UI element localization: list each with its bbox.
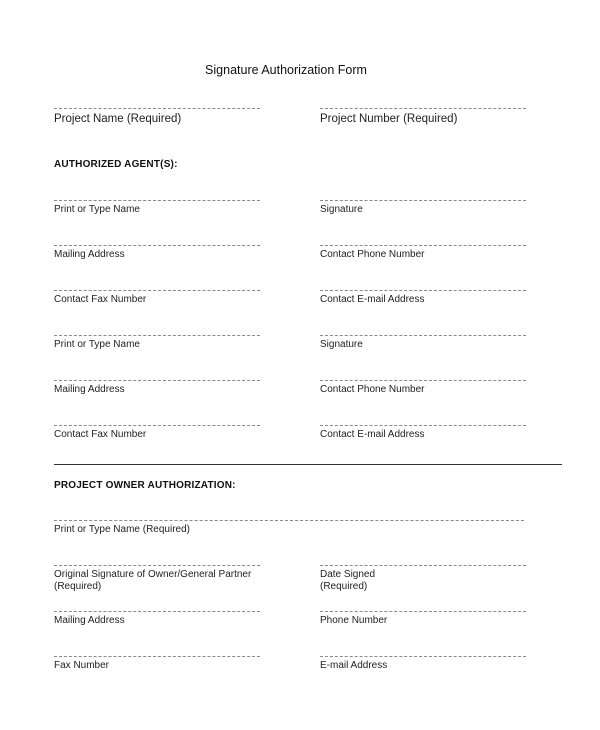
agent-1-contact-email-field[interactable]	[320, 290, 526, 306]
agent-1-contact-fax-label: Contact Fax Number	[54, 294, 147, 305]
agent-1-contact-phone-label: Contact Phone Number	[320, 249, 425, 260]
agent-2-contact-fax-line[interactable]	[54, 425, 260, 426]
agent-1-contact-fax-line[interactable]	[54, 290, 260, 291]
owner-email-address-field[interactable]	[320, 656, 526, 672]
agent-1-contact-phone-line[interactable]	[320, 245, 526, 246]
owner-mailing-address-line[interactable]	[54, 611, 260, 612]
owner-signature-label: Original Signature of Owner/General Partner (Required)	[54, 569, 252, 592]
agent-1-print-name-label: Print or Type Name	[54, 204, 140, 215]
agent-1-contact-email-label: Contact E-mail Address	[320, 294, 425, 305]
project-number-label: Project Number (Required)	[320, 113, 458, 125]
agent-2-print-name-label: Print or Type Name	[54, 339, 140, 350]
owner-phone-number-line[interactable]	[320, 611, 526, 612]
agent-2-contact-fax-label: Contact Fax Number	[54, 429, 147, 440]
owner-fax-number-label: Fax Number	[54, 660, 110, 671]
project-owner-heading: PROJECT OWNER AUTHORIZATION:	[54, 480, 236, 491]
agent-2-contact-email-field[interactable]	[320, 425, 526, 441]
owner-fax-number-line[interactable]	[54, 656, 260, 657]
agent-2-contact-email-line[interactable]	[320, 425, 526, 426]
agent-2-print-name-field[interactable]	[54, 335, 260, 351]
owner-print-name-line[interactable]	[54, 520, 524, 521]
agent-2-contact-phone-field[interactable]	[320, 380, 526, 396]
owner-phone-number-label: Phone Number	[320, 615, 388, 626]
project-name-label: Project Name (Required)	[54, 113, 182, 125]
agent-2-mailing-address-field[interactable]	[54, 380, 260, 396]
agent-2-contact-phone-line[interactable]	[320, 380, 526, 381]
owner-date-signed-field[interactable]	[320, 565, 526, 593]
section-divider	[54, 464, 562, 465]
agent-2-contact-email-label: Contact E-mail Address	[320, 429, 425, 440]
owner-date-signed-line[interactable]	[320, 565, 526, 566]
agent-1-mailing-address-line[interactable]	[54, 245, 260, 246]
agent-2-print-name-line[interactable]	[54, 335, 260, 336]
project-name-line[interactable]	[54, 108, 260, 109]
project-number-line[interactable]	[320, 108, 526, 109]
owner-mailing-address-label: Mailing Address	[54, 615, 125, 626]
agent-1-contact-fax-field[interactable]	[54, 290, 260, 306]
agent-2-mailing-address-line[interactable]	[54, 380, 260, 381]
agent-1-signature-label: Signature	[320, 204, 363, 215]
authorized-agents-heading: AUTHORIZED AGENT(S):	[54, 159, 178, 170]
form-title: Signature Authorization Form	[205, 63, 367, 77]
agent-2-contact-phone-label: Contact Phone Number	[320, 384, 425, 395]
owner-signature-line[interactable]	[54, 565, 260, 566]
agent-2-signature-line[interactable]	[320, 335, 526, 336]
owner-date-signed-label: Date Signed (Required)	[320, 569, 376, 592]
agent-1-signature-line[interactable]	[320, 200, 526, 201]
agent-2-signature-field[interactable]	[320, 335, 526, 351]
owner-fax-number-field[interactable]	[54, 656, 260, 672]
project-name-field[interactable]	[54, 108, 260, 126]
agent-1-print-name-field[interactable]	[54, 200, 260, 216]
owner-mailing-address-field[interactable]	[54, 611, 260, 627]
agent-2-contact-fax-field[interactable]	[54, 425, 260, 441]
owner-print-name-label: Print or Type Name (Required)	[54, 524, 190, 535]
agent-1-contact-email-line[interactable]	[320, 290, 526, 291]
owner-email-address-label: E-mail Address	[320, 660, 388, 671]
agent-1-contact-phone-field[interactable]	[320, 245, 526, 261]
agent-1-signature-field[interactable]	[320, 200, 526, 216]
agent-1-mailing-address-field[interactable]	[54, 245, 260, 261]
agent-1-print-name-line[interactable]	[54, 200, 260, 201]
owner-email-address-line[interactable]	[320, 656, 526, 657]
agent-2-signature-label: Signature	[320, 339, 363, 350]
owner-phone-number-field[interactable]	[320, 611, 526, 627]
agent-1-mailing-address-label: Mailing Address	[54, 249, 125, 260]
project-number-field[interactable]	[320, 108, 526, 126]
owner-signature-field[interactable]	[54, 565, 284, 593]
agent-2-mailing-address-label: Mailing Address	[54, 384, 125, 395]
owner-print-name-field[interactable]	[54, 520, 524, 536]
